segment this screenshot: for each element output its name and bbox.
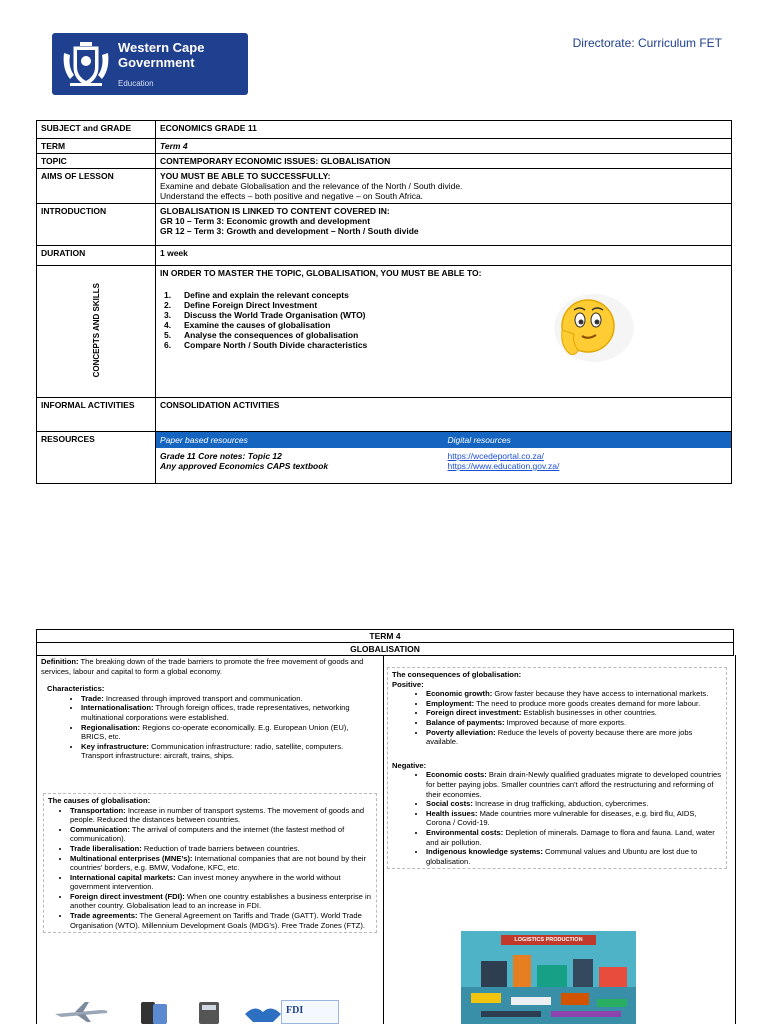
list-item: • Internationalisation: Through foreign offices, trade representatives, networking multinational corporations were established. [81, 703, 373, 722]
characteristics-heading: Characteristics: [47, 684, 105, 694]
notes-title: GLOBALISATION [36, 643, 734, 656]
topic-label: TOPIC [37, 154, 156, 169]
informal-label: INFORMAL ACTIVITIES [37, 398, 156, 432]
concept-item: 4. Examine the causes of globalisation [164, 320, 331, 330]
logistics-infographic [461, 931, 636, 1024]
list-item: • Economic growth: Grow faster because they have access to international markets. [426, 689, 722, 699]
positive-list [392, 689, 722, 747]
negative-heading: Negative: [392, 760, 427, 770]
resources-label: RESOURCES [37, 432, 156, 484]
concept-item: 6. Compare North / South Divide characteristics [164, 340, 368, 350]
causes-list [48, 806, 372, 931]
list-item: • International capital markets: Can invest money anywhere in the world without government intervention. [70, 873, 372, 892]
concept-item: 2. Define Foreign Direct Investment [164, 300, 318, 310]
logo-text-western-cape: Western Cape [118, 40, 205, 55]
list-item: • Social costs: Increase in drug trafficking, abduction, cybercrimes. [426, 799, 722, 809]
subject-value: ECONOMICS GRADE 11 [156, 121, 732, 139]
row-topic [37, 154, 732, 169]
list-item: • Trade agreements: The General Agreement on Tariffs and Trade (GATT). World Trade Organisation (WTO). Millennium Development Goals (MDG's). Free Trade Zones (FTZ). [70, 911, 372, 930]
intro-heading: GLOBALISATION IS LINKED TO CONTENT COVERED IN: [160, 206, 390, 216]
intro-value [156, 204, 732, 246]
digital-resources-heading: Digital resources [447, 435, 511, 445]
aims-line: Understand the effects – both positive and negative – on South Africa. [160, 191, 424, 201]
term-label: TERM [37, 139, 156, 154]
list-item: • Economic costs: Brain drain-Newly qualified graduates migrate to developed countries for better paying jobs. Smaller countries can't afford the restructuring and reforming of their economies. [426, 770, 722, 799]
subject-label: SUBJECT and GRADE [37, 121, 156, 139]
list-item: • Balance of payments: Improved because of more exports. [426, 718, 722, 728]
list-item: • Indigenous knowledge systems: Communal values and Ubuntu are lost due to globalisation. [426, 847, 722, 866]
logo-text-education: Education [118, 79, 154, 88]
logo-text-government: Government [118, 55, 195, 70]
resources-header-row [156, 432, 731, 448]
list-item: • Communication: The arrival of computers and the internet (the fastest method of communication). [70, 825, 372, 844]
characteristics-section [37, 676, 383, 761]
consequences-section [387, 667, 727, 869]
definition-text: The breaking down of the trade barriers to promote the free movement of goods and services, labour and capital to form a global economy. [41, 657, 364, 676]
list-item: • Trade: Increased through improved transport and communication. [81, 694, 373, 704]
coat-of-arms-icon [60, 39, 112, 89]
resources-row [156, 461, 731, 475]
fdi-label: FDI [286, 1005, 304, 1016]
page-header [0, 0, 768, 110]
list-item: • Poverty alleviation: Reduce the levels of poverty because there are more jobs available. [426, 728, 722, 747]
aims-line: Examine and debate Globalisation and the relevance of the North / South divide. [160, 181, 463, 191]
notes-left-column [37, 655, 384, 1024]
list-item: • Key infrastructure: Communication infrastructure: radio, satellite, computers. Transport infrastructure: aircraft, trains, ships. [81, 742, 373, 761]
notes-right-column [387, 655, 733, 1024]
row-introduction [37, 204, 732, 246]
concept-item: 1. Define and explain the relevant concepts [164, 290, 349, 300]
wcg-logo [52, 33, 248, 95]
list-item: • Foreign direct investment (FDI): When one country establishes a business enterprise in another country. Globalisation lead to an increase in FDI. [70, 892, 372, 911]
topic-value: CONTEMPORARY ECONOMIC ISSUES: GLOBALISATION [156, 154, 732, 169]
causes-heading: The causes of globalisation: [48, 795, 151, 805]
infographic-title: LOGISTICS PRODUCTION [514, 937, 583, 943]
aims-heading: YOU MUST BE ABLE TO SUCCESSFULLY: [160, 171, 331, 181]
list-item: • Multinational enterprises (MNE’s): International companies that are not bound by their countries' borders, e.g. BMW, Vodafone, KFC, etc. [70, 854, 372, 873]
concepts-label-cell [37, 266, 156, 398]
list-item: • Health issues: Made countries more vulnerable for diseases, e.g. bird flu, AIDS, Corona / Covid-19. [426, 809, 722, 828]
list-item: • Trade liberalisation: Reduction of trade barriers between countries. [70, 844, 372, 854]
concepts-list [160, 290, 727, 350]
education-gov-link[interactable]: https://www.education.gov.za/ [447, 461, 560, 471]
notes-header [36, 629, 734, 656]
definition [37, 655, 383, 676]
duration-value: 1 week [156, 246, 732, 266]
list-item: • Foreign direct investment: Establish businesses in other countries. [426, 708, 722, 718]
resources-row [156, 448, 731, 461]
characteristics-list [47, 694, 373, 761]
logistics-illustration [461, 931, 636, 1024]
paper-resources-heading: Paper based resources [160, 435, 248, 445]
paper-resource: Any approved Economics CAPS textbook [160, 461, 329, 471]
term-value: Term 4 [156, 139, 732, 154]
row-informal [37, 398, 732, 432]
row-duration [37, 246, 732, 266]
handshake-icon [243, 1000, 283, 1024]
row-resources [37, 432, 732, 484]
cause-images [43, 998, 363, 1024]
fdi-chart-icon [281, 1000, 339, 1024]
notes-body [36, 655, 736, 1024]
aims-value [156, 169, 732, 204]
causes-section [43, 793, 377, 933]
digital-resource [444, 448, 732, 461]
calculator-icon [195, 1000, 225, 1024]
list-item: • Environmental costs: Depletion of minerals. Damage to flora and fauna. Land, water and air pollution. [426, 828, 722, 847]
airplane-icon [51, 1000, 111, 1024]
wced-eportal-link[interactable]: https://wcedeportal.co.za/ [447, 451, 544, 461]
resources-value [156, 432, 732, 484]
list-item: • Transportation: Increase in number of transport systems. The movement of goods and people. Reduced the distances between countries. [70, 806, 372, 825]
duration-label: DURATION [37, 246, 156, 266]
digital-resource [444, 461, 732, 475]
resources-table [156, 432, 731, 475]
intro-line: GR 12 – Term 3: Growth and development – North / South divide [160, 226, 419, 236]
intro-line: GR 10 – Term 3: Economic growth and development [160, 216, 371, 226]
row-subject [37, 121, 732, 139]
definition-label: Definition: [41, 657, 79, 666]
row-term [37, 139, 732, 154]
list-item: • Employment: The need to produce more goods creates demand for more labour. [426, 699, 722, 709]
row-aims [37, 169, 732, 204]
list-item: • Regionalisation: Regions co-operate economically. E.g. European Union (EU), BRICS, etc. [81, 723, 373, 742]
concept-item: 5. Analyse the consequences of globalisation [164, 330, 359, 340]
concepts-heading: IN ORDER TO MASTER THE TOPIC, GLOBALISATION, YOU MUST BE ABLE TO: [160, 268, 482, 278]
phone-icon [135, 1000, 175, 1024]
consequences-heading: The consequences of globalisation: [392, 670, 522, 679]
paper-resource: Grade 11 Core notes: Topic 12 [160, 451, 282, 461]
negative-list [392, 770, 722, 866]
concepts-label: CONCEPTS AND SKILLS [91, 283, 101, 378]
intro-label: INTRODUCTION [37, 204, 156, 246]
positive-heading: Positive: [392, 679, 424, 689]
concept-item: 3. Discuss the World Trade Organisation (WTO) [164, 310, 366, 320]
thinking-emoji-icon [548, 292, 634, 364]
directorate-title: Directorate: Curriculum FET [572, 36, 722, 50]
notes-term: TERM 4 [36, 629, 734, 643]
informal-value: CONSOLIDATION ACTIVITIES [156, 398, 732, 432]
concepts-value [156, 266, 732, 398]
aims-label: AIMS OF LESSON [37, 169, 156, 204]
